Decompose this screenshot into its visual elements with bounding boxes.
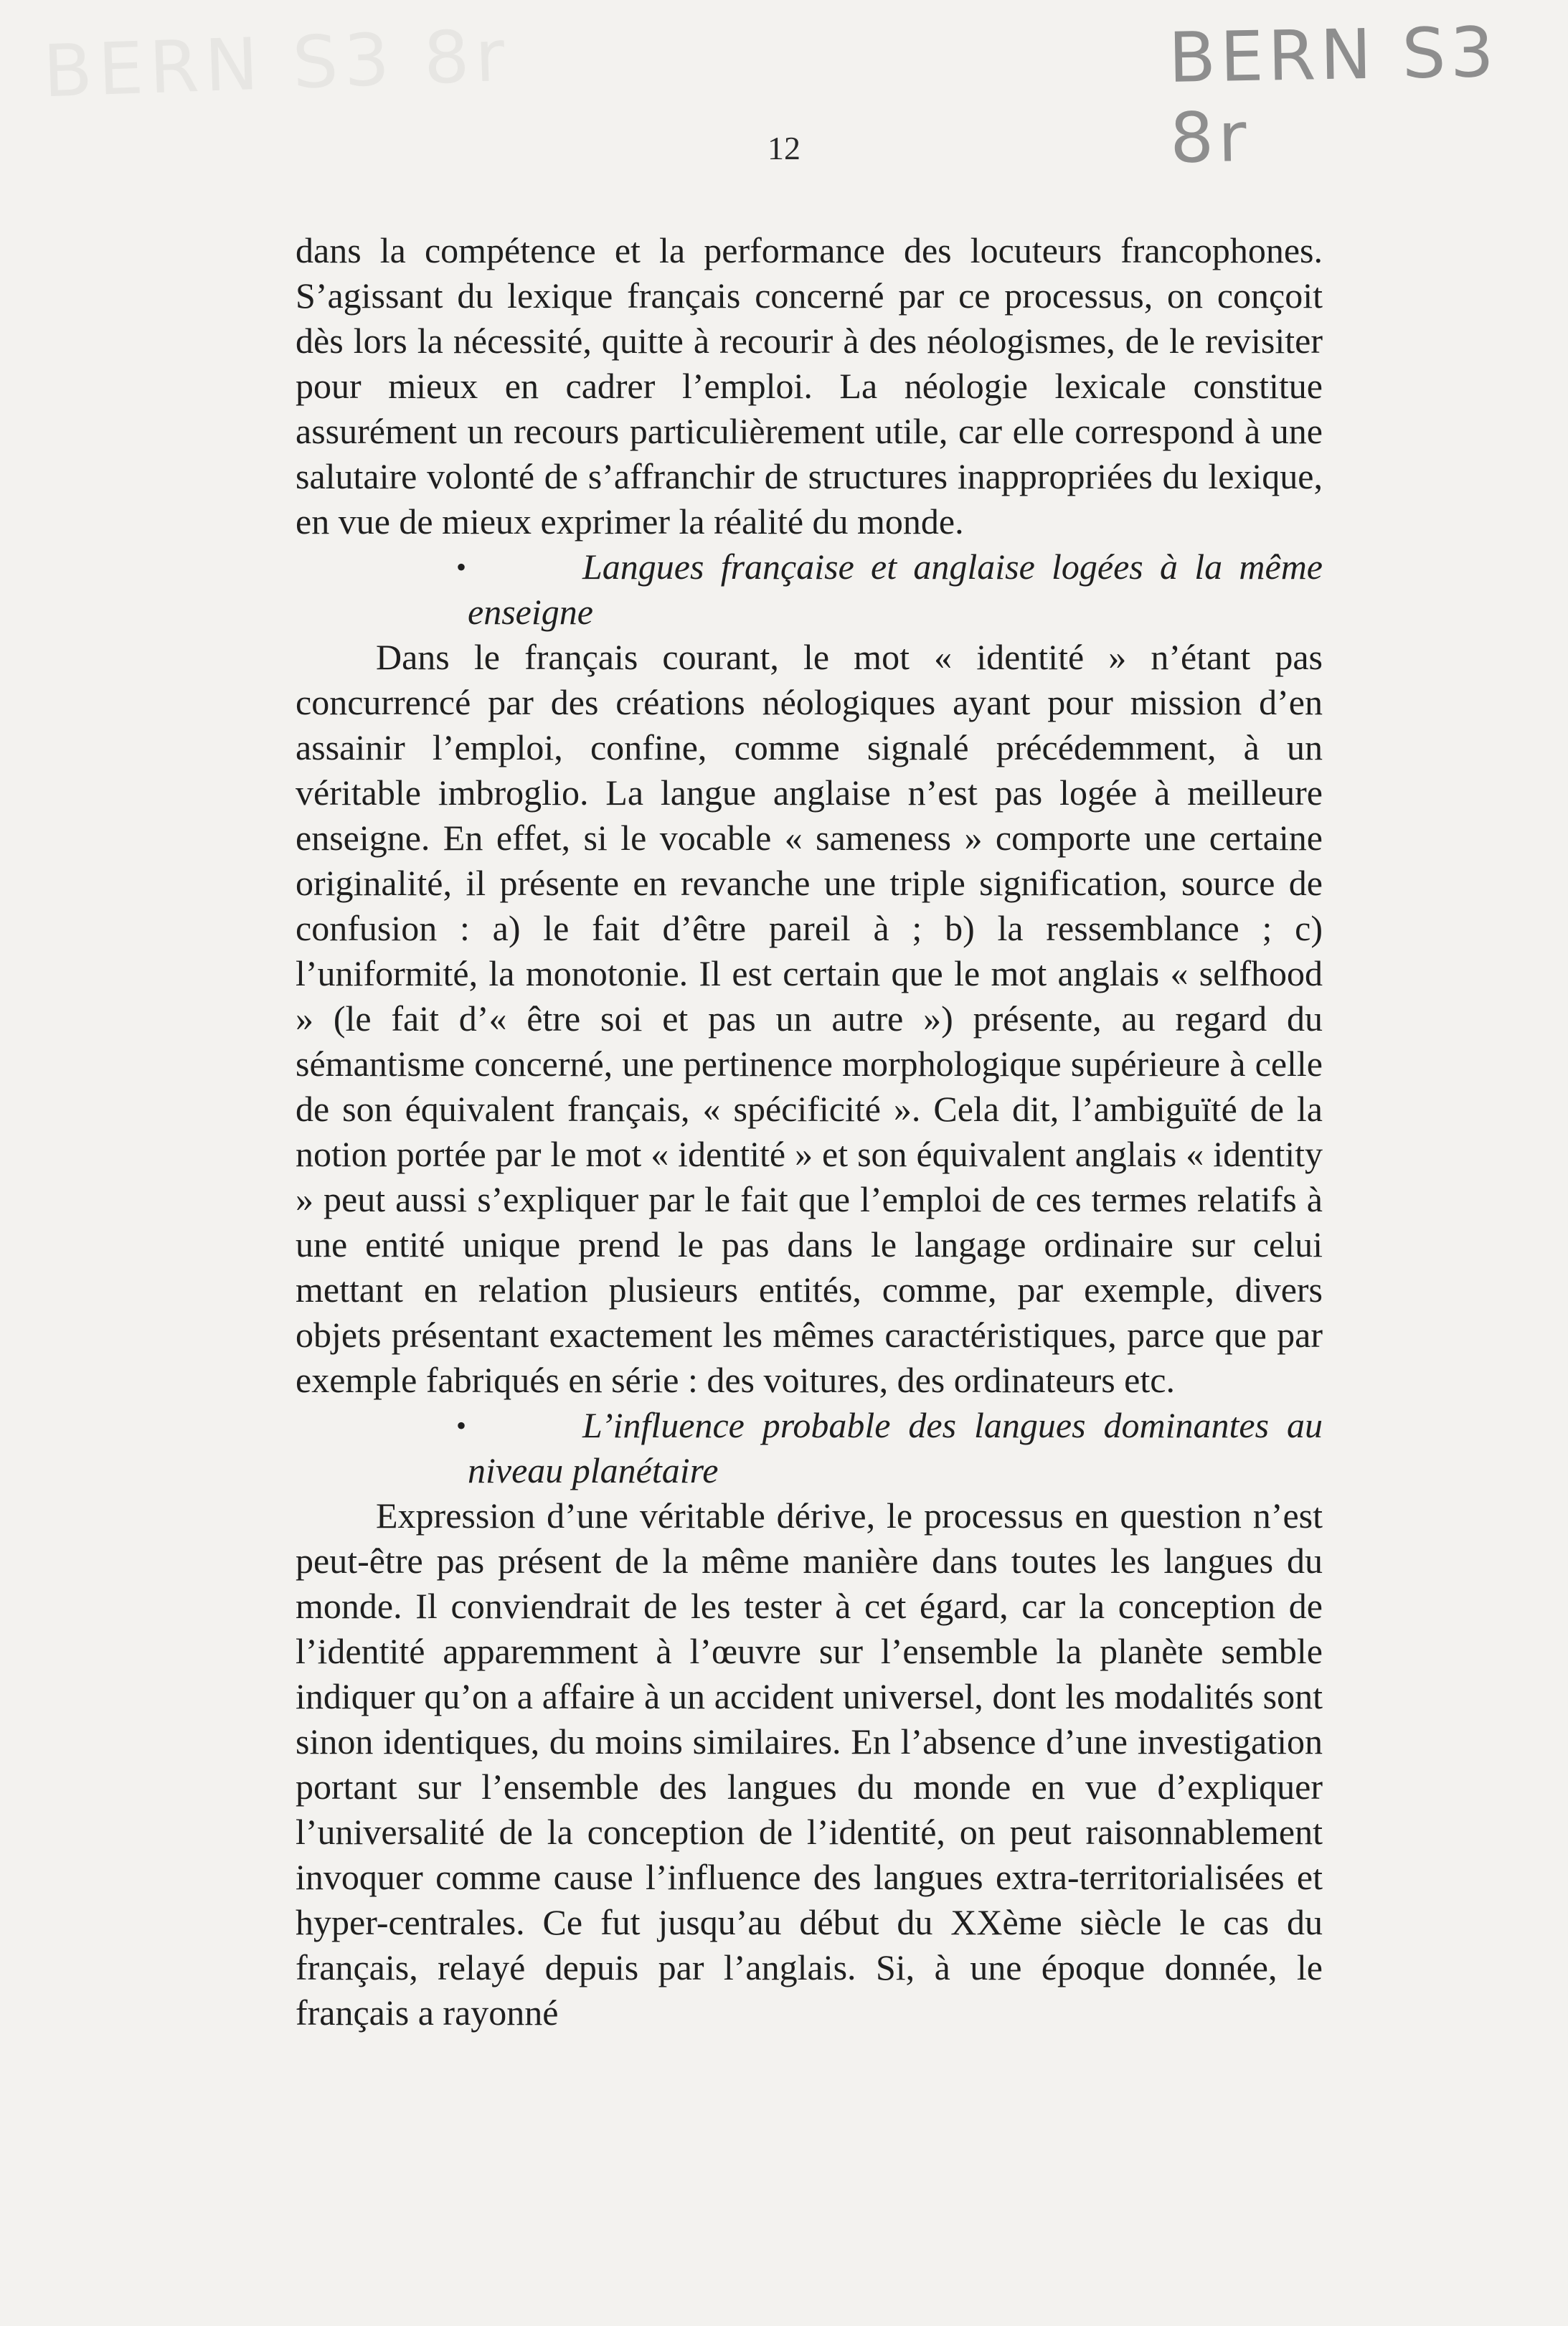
page-number: 12 xyxy=(768,130,800,166)
bullet-icon: • xyxy=(456,1409,467,1442)
archive-handwritten-mark: BERN S3 8r xyxy=(1168,11,1499,179)
section-heading-1 xyxy=(296,544,1323,635)
section-heading-2 xyxy=(296,1403,1323,1493)
bleed-through-mark: BERN S3 8r xyxy=(42,13,512,114)
paragraph-3: Expression d’une véritable dérive, le processus en question n’est peut-être pas présent de la même manière dans toutes les langues du monde. Il conviendrait de les tester à cet égard, car la conception de l’identité apparemment à l’œuvre sur l’ensemble la planète semble indiquer qu’on a affaire à un accident universel, dont les modalités sont sinon identiques, du moins similaires. En l’absence d’une investigation portant sur l’ensemble des langues du monde en vue d’expliquer l’universalité de la conception de l’identité, on peut raisonnablement invoquer comme cause l’influence des langues extra-territorialisées et hyper-centrales. Ce fut jusqu’au début du XXème siècle le cas du français, relayé depuis par l’anglais. Si, à une époque donnée, le français a rayonné xyxy=(296,1495,1323,2033)
section-heading-2-text: L’influence probable des langues dominantes au niveau planétaire xyxy=(468,1405,1323,1490)
bullet-icon: • xyxy=(456,551,467,583)
page-body xyxy=(296,228,1323,2036)
paragraph-2: Dans le français courant, le mot « identité » n’étant pas concurrencé par des créations néologiques ayant pour mission d’en assainir l’emploi, confine, comme signalé précédemment, à un véritable imbroglio. La langue anglaise n’est pas logée à meilleure enseigne. En effet, si le vocable « sameness » comporte une certaine originalité, il présente en revanche une triple signification, source de confusion : a) le fait d’être pareil à ; b) la ressemblance ; c) l’uniformité, la monotonie. Il est certain que le mot anglais « selfhood » (le fait d’« être soi et pas un autre ») présente, au regard du sémantisme concerné, une pertinence morphologique supérieure à celle de son équivalent français, « spécificité ». Cela dit, l’ambiguïté de la notion portée par le mot « identité » et son équivalent anglais « identity » peut aussi s’expliquer par le fait que l’emploi de ces termes relatifs à une entité unique prend le pas dans le langage ordinaire sur celui mettant en relation plusieurs entités, comme, par exemple, divers objets présentant exactement les mêmes caractéristiques, parce que par exemple fabriqués en série : des voitures, des ordinateurs etc. xyxy=(296,637,1323,1400)
section-heading-1-text: Langues française et anglaise logées à la même enseigne xyxy=(468,547,1323,632)
paragraph-1: dans la compétence et la performance des locuteurs francophones. S’agissant du lexique français concerné par ce processus, on conçoit dès lors la nécessité, quitte à recourir à des néologismes, de le revisiter pour mieux en cadrer l’emploi. La néologie lexicale constitue assurément un recours particulièrement utile, car elle correspond à une salutaire volonté de s’affranchir de structures inappropriées du lexique, en vue de mieux exprimer la réalité du monde. xyxy=(296,230,1323,542)
